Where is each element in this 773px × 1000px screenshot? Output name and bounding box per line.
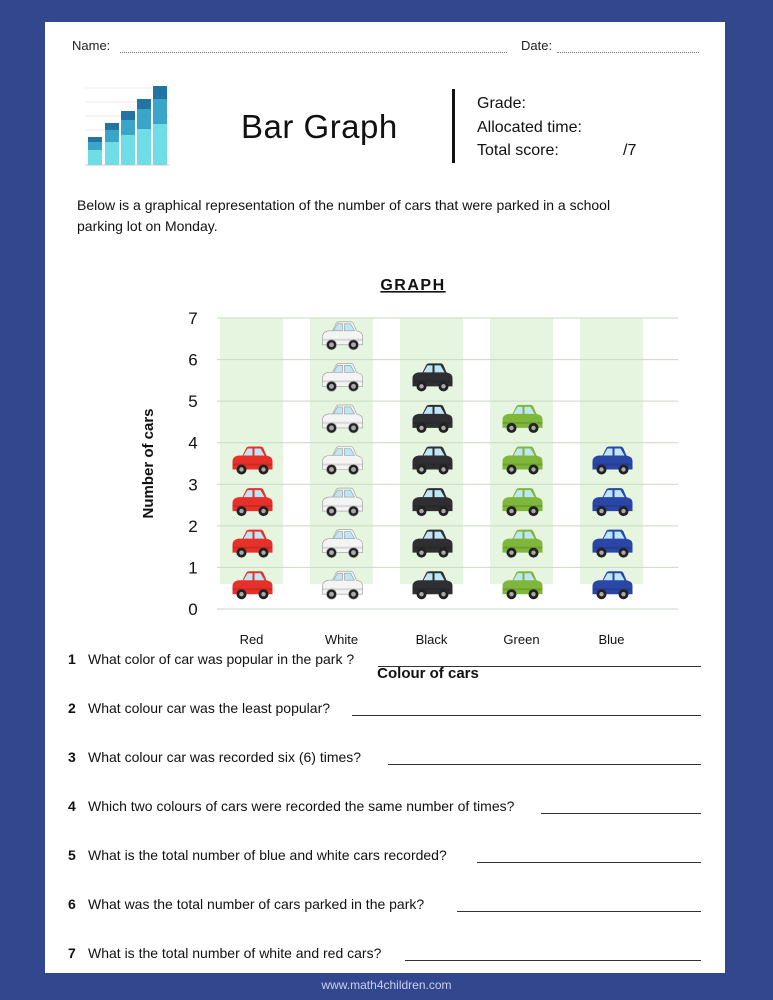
bar-chart-icon (75, 82, 175, 170)
grade-label: Grade: (477, 95, 526, 112)
answer-line[interactable] (405, 960, 701, 961)
question-text: What color of car was popular in the park ? (88, 651, 355, 667)
date-field[interactable] (557, 52, 699, 53)
answer-line[interactable] (477, 862, 701, 863)
divider (452, 89, 455, 163)
answer-line[interactable] (352, 715, 701, 716)
x-axis-label: Colour of cars (377, 665, 479, 682)
x-tick-label: Green (503, 632, 540, 647)
y-tick-label: 1 (188, 558, 198, 578)
y-tick-label: 0 (188, 600, 198, 619)
date-label: Date: (521, 38, 553, 53)
question-number: 3 (68, 749, 76, 765)
question-number: 2 (68, 700, 76, 716)
x-tick-label: Blue (598, 632, 625, 647)
y-tick-label: 2 (188, 516, 198, 536)
question-number: 7 (68, 945, 76, 961)
footer-url: www.math4children.com (321, 978, 452, 992)
intro-text: Below is a graphical representation of the number of cars that were parked in a school parking lot on Monday. (77, 197, 611, 234)
answer-line[interactable] (388, 764, 701, 765)
name-label: Name: (72, 38, 111, 53)
question-number: 6 (68, 896, 76, 912)
page-title: Bar Graph (241, 108, 398, 145)
answer-line[interactable] (457, 911, 701, 912)
y-axis-label: Number of cars (140, 408, 157, 519)
x-tick-label: White (324, 632, 359, 647)
y-tick-label: 7 (188, 309, 198, 328)
worksheet-page (45, 22, 725, 973)
question-text: What was the total number of cars parked in the park? (88, 896, 425, 912)
question-number: 4 (68, 798, 76, 814)
question-text: What colour car was the least popular? (88, 700, 331, 716)
x-tick-label: Black (415, 632, 448, 647)
name-field[interactable] (120, 52, 507, 53)
y-tick-label: 5 (188, 392, 198, 412)
question-text: What colour car was recorded six (6) times? (88, 749, 362, 765)
y-tick-label: 3 (188, 475, 198, 495)
x-tick-label: Red (239, 632, 264, 647)
question-text: What is the total number of white and red cars? (88, 945, 382, 961)
total-score-label: Total score: (477, 142, 559, 159)
allocated-time-label: Allocated time: (477, 119, 582, 136)
question-text: Which two colours of cars were recorded the same number of times? (88, 798, 515, 814)
total-score-value: /7 (623, 142, 637, 159)
answer-line[interactable] (378, 666, 701, 667)
y-tick-label: 6 (188, 350, 198, 370)
question-number: 5 (68, 847, 76, 863)
question-text: What is the total number of blue and white cars recorded? (88, 847, 447, 863)
question-number: 1 (68, 651, 76, 667)
chart-title: GRAPH (380, 277, 446, 294)
answer-line[interactable] (541, 813, 701, 814)
y-tick-label: 4 (188, 433, 198, 453)
